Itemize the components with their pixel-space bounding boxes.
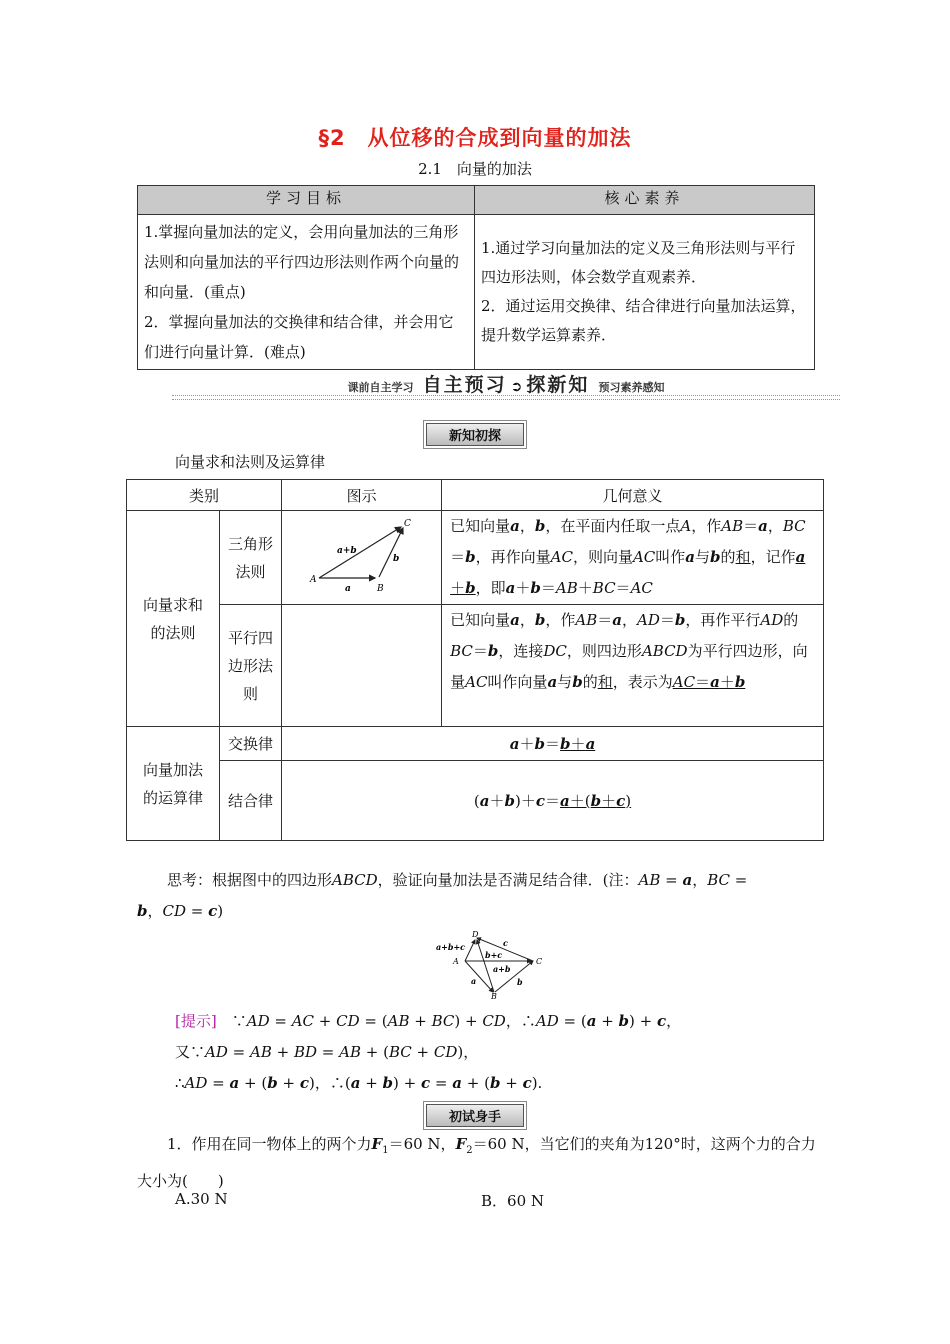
associative-formula: (a＋b)＋c＝a＋(b＋c) bbox=[282, 761, 824, 841]
commutative-formula: a＋b＝b＋a bbox=[282, 727, 824, 761]
tag-new-knowledge: 新知初探 bbox=[0, 423, 950, 446]
rules-table bbox=[126, 479, 824, 841]
svg-text:C: C bbox=[536, 957, 543, 966]
question-1: 1．作用在同一物体上的两个力$F_1=60$ N，$F_2=60$ N，当它们的夹角为120°时，这两个力的合力大小为( ) bbox=[137, 1135, 816, 1190]
hint-line: [提示] ∵AD = AC + CD = (AB + BC) + CD，∴AD = (a + b) + c， bbox=[175, 1012, 682, 1030]
banner-main-1: 自主预习 bbox=[422, 374, 507, 396]
svg-text:C: C bbox=[403, 518, 411, 529]
section-subtitle: 2.1 向量的加法 bbox=[418, 160, 532, 178]
svg-text:B: B bbox=[491, 992, 497, 1000]
label-parallelogram-rule: 平行四边形法则 bbox=[220, 605, 282, 727]
svg-text:a+b: a+b bbox=[336, 545, 357, 556]
goal-item: 1.掌握向量加法的定义，会用向量加法的三角形法则和向量加法的平行四边形法则作两个向量的和向量．(重点) bbox=[144, 223, 460, 301]
section-banner bbox=[172, 370, 840, 397]
svg-text:b+c: b+c bbox=[485, 950, 503, 960]
banner-right-text: 预习素养感知 bbox=[598, 381, 665, 394]
triangle-figure bbox=[282, 511, 442, 605]
goal-item: 2．掌握向量加法的交换律和结合律，并会用它们进行向量计算．(难点) bbox=[144, 313, 454, 361]
col-header-category: 类别 bbox=[127, 480, 282, 511]
rules-heading: 向量求和法则及运算律 bbox=[175, 453, 326, 471]
hint-tag: [提示] bbox=[175, 1012, 217, 1030]
goals-header-right: 核心素养 bbox=[475, 186, 815, 215]
quadrilateral-diagram bbox=[435, 928, 550, 1000]
svg-text:D: D bbox=[472, 930, 479, 939]
hint-block bbox=[175, 1006, 681, 1099]
triangle-rule-text: 已知向量a，b，在平面内任取一点A，作AB＝a，BC＝b，再作向量AC，则向量AC叫作a与b的和，记作a＋b，即a＋b＝AB＋BC＝AC bbox=[442, 511, 824, 605]
label-triangle-rule: 三角形法则 bbox=[220, 511, 282, 605]
page-title: §2 从位移的合成到向量的加法 bbox=[318, 126, 632, 150]
goals-left-cell bbox=[138, 215, 475, 370]
parallelogram-rule-text: 已知向量a，b，作AB＝a，AD＝b，再作平行AD的BC＝b，连接DC，则四边形ABCD为平行四边形，向量AC叫作向量a与b的和，表示为AC＝a＋b bbox=[442, 605, 824, 727]
col-header-figure: 图示 bbox=[282, 480, 442, 511]
group-laws: 向量加法的运算律 bbox=[127, 727, 220, 841]
svg-text:b: b bbox=[517, 977, 523, 987]
options-row bbox=[175, 1190, 545, 1210]
triangle-diagram bbox=[307, 516, 417, 596]
svg-text:a: a bbox=[344, 583, 351, 594]
option-a[interactable]: A.30 N bbox=[175, 1190, 228, 1208]
svg-text:a: a bbox=[471, 976, 477, 986]
think-paragraph: 思考：根据图中的四边形ABCD，验证向量加法是否满足结合律．(注：AB = a，BC = b，CD = c) bbox=[137, 871, 748, 920]
svg-text:a+b: a+b bbox=[493, 964, 511, 974]
arrow-icon: ➲ bbox=[510, 379, 523, 395]
banner-main-2: 探新知 bbox=[526, 374, 590, 396]
svg-text:A: A bbox=[453, 957, 459, 966]
group-sum-rules: 向量求和的法则 bbox=[127, 511, 220, 727]
literacy-item: 1.通过学习向量加法的定义及三角形法则与平行四边形法则，体会数学直观素养． bbox=[481, 239, 796, 286]
svg-text:a+b+c: a+b+c bbox=[436, 942, 466, 952]
banner-left-text: 课前自主学习 bbox=[347, 381, 414, 394]
svg-text:A: A bbox=[309, 574, 317, 585]
svg-text:B: B bbox=[376, 583, 384, 594]
svg-text:c: c bbox=[503, 938, 508, 948]
option-b[interactable]: B．60 N bbox=[481, 1192, 545, 1210]
goals-table bbox=[137, 185, 815, 370]
banner-divider bbox=[172, 395, 840, 400]
hint-line: 又∵AD = AB + BD = AB + (BC + CD)， bbox=[175, 1043, 479, 1061]
literacy-item: 2．通过运用交换律、结合律进行向量加法运算，提升数学运算素养． bbox=[481, 297, 806, 344]
col-header-meaning: 几何意义 bbox=[442, 480, 824, 511]
parallelogram-figure bbox=[282, 605, 442, 727]
label-associative: 结合律 bbox=[220, 761, 282, 841]
svg-text:b: b bbox=[392, 553, 399, 564]
goals-header-left: 学习目标 bbox=[138, 186, 475, 215]
label-commutative: 交换律 bbox=[220, 727, 282, 761]
tag-first-try: 初试身手 bbox=[0, 1104, 950, 1127]
hint-line: ∴AD = a + (b + c)，∴(a + b) + c = a + (b + c). bbox=[175, 1074, 543, 1092]
goals-right-cell bbox=[475, 215, 815, 370]
